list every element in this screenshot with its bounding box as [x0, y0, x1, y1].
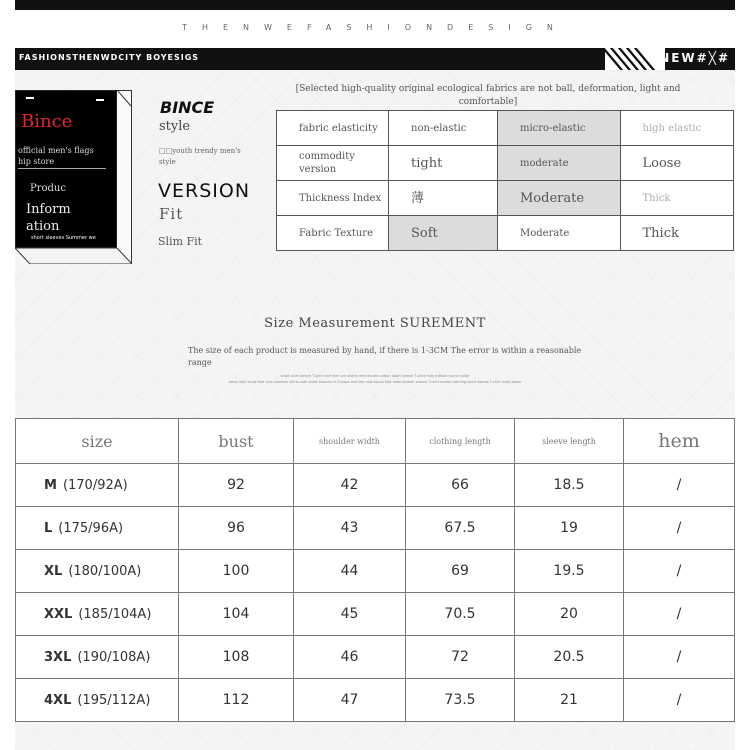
tagline: THENWEFASHIONDESIGN [182, 23, 568, 32]
stripes-decoration [605, 48, 665, 70]
size-spec: (175/96A) [58, 520, 124, 536]
fabric-cell: Thick [620, 181, 734, 216]
hem-cell: / [624, 679, 735, 722]
size-cell [16, 550, 179, 593]
table-row [16, 464, 735, 507]
column-header-sleeve: sleeve length [515, 419, 624, 464]
size-cell [16, 636, 179, 679]
length-cell: 66 [406, 464, 515, 507]
box-dash [26, 97, 34, 99]
table-header-row [16, 419, 735, 464]
column-header-shoulder: shoulder width [294, 419, 406, 464]
bust-cell: 96 [179, 507, 294, 550]
fine-print: dress shirt male five cuts summer shirts with short sleeves in Europe and the new social tide male Korean sleeve T-shirt model clothing short sleeve T-shirt male Japan [228, 380, 522, 384]
shoulder-cell: 47 [294, 679, 406, 722]
banner-left-text: FASHIONSTHENWDCITY BOYESIGS [19, 53, 200, 62]
length-cell: 67.5 [406, 507, 515, 550]
size-cell [16, 507, 179, 550]
hem-cell: / [624, 593, 735, 636]
sleeve-cell: 19.5 [515, 550, 624, 593]
table-row [277, 111, 734, 146]
size-spec: (195/112A) [77, 692, 151, 708]
top-bar [15, 0, 735, 10]
sleeve-cell: 21 [515, 679, 624, 722]
fabric-cell: Moderate [498, 216, 621, 251]
fine-print: short shirt sleeve T-shirt half men ice shorts mercerized cotton short sleeve T-shirt men edition round collar [280, 374, 470, 378]
fabric-cell-selected: micro-elastic [498, 111, 621, 146]
version-title: VERSION [158, 180, 251, 202]
size-code: XXL [44, 606, 73, 622]
table-row [277, 146, 734, 181]
box-footer-text: short sleeves Summer we [31, 235, 96, 241]
length-cell: 72 [406, 636, 515, 679]
fabric-row-label: commodity version [277, 146, 389, 181]
bust-cell: 104 [179, 593, 294, 636]
size-cell [16, 464, 179, 507]
table-row [16, 679, 735, 722]
size-table-body [16, 464, 735, 722]
column-header-bust: bust [179, 419, 294, 464]
fabric-row-label: Fabric Texture [277, 216, 389, 251]
style-label: style [159, 119, 191, 134]
fabric-cell: Loose [620, 146, 734, 181]
banner-new-label: NEW#╳# [659, 51, 730, 65]
sleeve-cell: 20.5 [515, 636, 624, 679]
length-cell: 70.5 [406, 593, 515, 636]
fabric-cell-selected: Moderate [498, 181, 621, 216]
shoulder-cell: 42 [294, 464, 406, 507]
hem-cell: / [624, 507, 735, 550]
style-subtitle: □□youth trendy men's style [159, 147, 241, 166]
size-cell [16, 679, 179, 722]
box-product-label: Produc [30, 183, 66, 194]
hem-cell: / [624, 464, 735, 507]
size-code: 3XL [44, 649, 72, 665]
box-information-label: Inform ation [26, 202, 71, 234]
brand-title: BINCE [160, 98, 215, 117]
product-box-base [15, 248, 132, 264]
header-banner [15, 48, 735, 70]
size-code: M [44, 477, 57, 493]
shoulder-cell: 46 [294, 636, 406, 679]
shoulder-cell: 44 [294, 550, 406, 593]
hem-cell: / [624, 636, 735, 679]
fabric-cell-selected: moderate [498, 146, 621, 181]
fabric-row-label: fabric elasticity [277, 111, 389, 146]
size-section-title: Size Measurement SUREMENT [264, 316, 486, 331]
hem-cell: / [624, 550, 735, 593]
fabric-row-label: Thickness Index [277, 181, 389, 216]
box-store-line: official men's flags [18, 146, 94, 155]
fabric-cell: non-elastic [389, 111, 498, 146]
table-row [16, 593, 735, 636]
size-measurement-note: The size of each product is measured by hand, if there is 1-3CM The error is within a reasonable range [188, 346, 582, 367]
shoulder-cell: 45 [294, 593, 406, 636]
fit-label: Fit [159, 205, 184, 223]
table-row [277, 181, 734, 216]
column-header-size: size [16, 419, 179, 464]
size-spec: (170/92A) [62, 477, 128, 493]
sleeve-cell: 19 [515, 507, 624, 550]
bust-cell: 92 [179, 464, 294, 507]
fabric-cell: 薄 [389, 181, 498, 216]
product-box-corner [117, 90, 132, 110]
column-header-hem: hem [624, 419, 735, 464]
box-brand-name: Bince [21, 111, 73, 132]
sleeve-cell: 20 [515, 593, 624, 636]
length-cell: 69 [406, 550, 515, 593]
size-code: XL [44, 563, 63, 579]
fabric-cell: tight [389, 146, 498, 181]
bust-cell: 112 [179, 679, 294, 722]
length-cell: 73.5 [406, 679, 515, 722]
size-cell [16, 593, 179, 636]
fabric-cell: high elastic [620, 111, 734, 146]
fabric-caption: [Selected high-quality original ecological fabrics are not ball, deformation, light and comfortable] [295, 84, 681, 107]
size-chart-table [15, 418, 735, 722]
box-divider [18, 168, 106, 169]
table-row [16, 550, 735, 593]
bust-cell: 108 [179, 636, 294, 679]
table-row [16, 636, 735, 679]
slim-fit-label: Slim Fit [158, 235, 203, 248]
size-code: 4XL [44, 692, 72, 708]
table-row [16, 507, 735, 550]
column-header-length: clothing length [406, 419, 515, 464]
box-store-line: hip store [18, 157, 55, 166]
size-spec: (180/100A) [68, 563, 142, 579]
table-row [277, 216, 734, 251]
product-box [15, 90, 117, 248]
fabric-cell: Thick [620, 216, 734, 251]
box-dash [96, 99, 104, 101]
fabric-properties-table [276, 110, 734, 251]
shoulder-cell: 43 [294, 507, 406, 550]
size-spec: (185/104A) [78, 606, 152, 622]
bust-cell: 100 [179, 550, 294, 593]
size-spec: (190/108A) [77, 649, 151, 665]
sleeve-cell: 18.5 [515, 464, 624, 507]
size-code: L [44, 520, 53, 536]
fabric-cell-selected: Soft [389, 216, 498, 251]
